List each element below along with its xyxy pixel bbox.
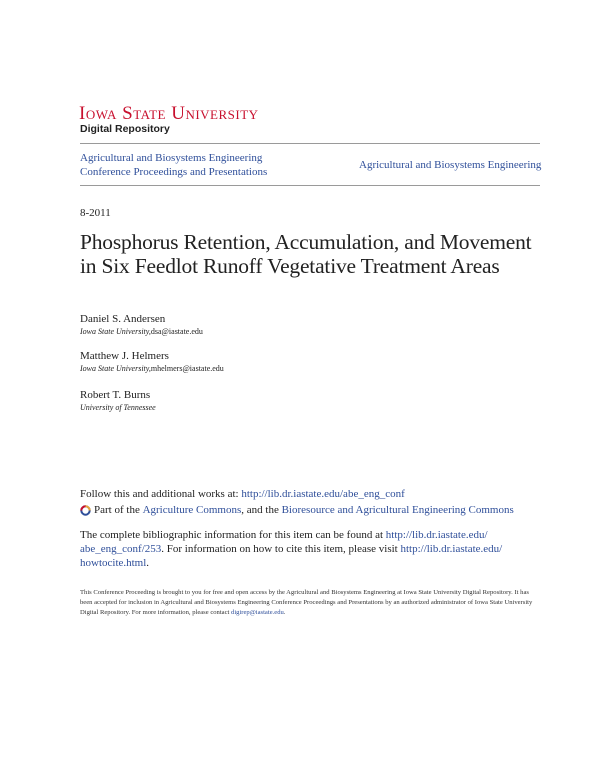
contact-email-link[interactable]: digirep@iastate.edu xyxy=(231,609,284,616)
part-of-middle: , and the xyxy=(241,504,279,516)
item-link-2[interactable]: abe_eng_conf/253 xyxy=(80,543,162,555)
bottom-divider xyxy=(80,185,540,186)
author-affiliation: Iowa State University,mhelmers@iastate.edu xyxy=(80,364,224,373)
publication-date: 8-2011 xyxy=(80,207,111,219)
collection-left xyxy=(80,151,267,179)
collection-link-conference-2[interactable]: Conference Proceedings and Presentations xyxy=(80,166,268,178)
notice-text: This Conference Proceeding is brought to you for free and open access by the Agricultural and Biosystems Engineering at Iowa State University Digital Repository. It has been accepted for inclusion in Agricultural and Biosystems Engineering Conference Proceedings and Presentations by an authorized administrator of Iowa State University Digital Repository. For more information, please contact xyxy=(80,589,533,616)
notice-end: . xyxy=(283,609,286,616)
collection-link-department[interactable]: Agricultural and Biosystems Engineering xyxy=(359,159,542,171)
follow-text: Follow this and additional works at: xyxy=(80,488,239,500)
author-email[interactable]: mhelmers@iastate.edu xyxy=(150,364,224,373)
citation-block xyxy=(80,528,540,570)
howtocite-link[interactable]: http://lib.dr.iastate.edu/ xyxy=(400,543,503,555)
repository-name: Digital Repository xyxy=(80,123,170,135)
author-affiliation: Iowa State University,dsa@iastate.edu xyxy=(80,327,203,336)
bioresource-commons-link[interactable]: Bioresource and Agricultural Engineering Commons xyxy=(281,504,514,516)
paper-title: Phosphorus Retention, Accumulation, and Movement in Six Feedlot Runoff Vegetative Treatment Areas xyxy=(80,230,532,278)
citation-end: . xyxy=(146,557,150,569)
affiliation-institution: Iowa State University xyxy=(80,327,149,336)
author-name: Daniel S. Andersen xyxy=(80,313,166,325)
collection-right xyxy=(359,158,541,172)
collection-link-conference[interactable]: Agricultural and Biosystems Engineering xyxy=(80,152,263,164)
author-name: Robert T. Burns xyxy=(80,389,151,401)
affiliation-institution: Iowa State University xyxy=(80,364,149,373)
citation-text: The complete bibliographic information for this item can be found at xyxy=(80,529,384,541)
part-of-prefix: Part of the xyxy=(94,504,140,516)
howtocite-link-2[interactable]: howtocite.html xyxy=(80,557,147,569)
item-link[interactable]: http://lib.dr.iastate.edu/ xyxy=(385,529,488,541)
top-divider xyxy=(80,143,540,144)
author-email[interactable]: dsa@iastate.edu xyxy=(150,327,203,336)
part-of-line xyxy=(80,503,514,517)
follow-line xyxy=(80,487,405,501)
citation-text-2: . For information on how to cite this item, please visit xyxy=(161,543,398,555)
university-logo: Iowa State University xyxy=(79,103,259,124)
repository-notice xyxy=(80,588,540,618)
author-affiliation xyxy=(80,403,156,413)
follow-link[interactable]: http://lib.dr.iastate.edu/abe_eng_conf xyxy=(241,488,405,500)
commons-network-icon xyxy=(80,505,91,516)
agriculture-commons-link[interactable]: Agriculture Commons xyxy=(142,504,242,516)
affiliation-institution: University of Tennessee xyxy=(80,403,156,412)
author-name: Matthew J. Helmers xyxy=(80,350,169,362)
